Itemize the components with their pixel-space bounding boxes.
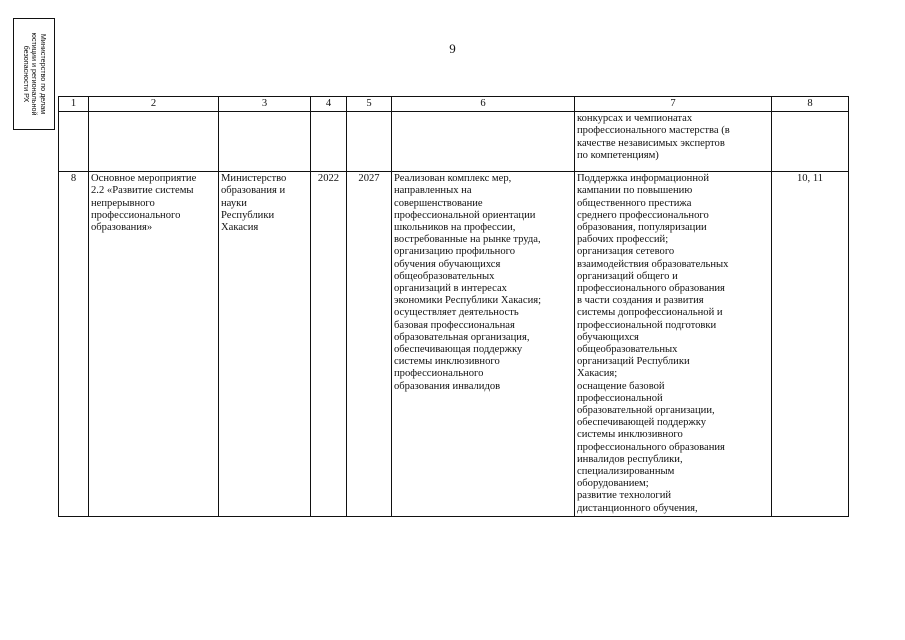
text-line: дистанционного обучения, [577, 502, 698, 514]
text-line: образования инвалидов [394, 380, 501, 392]
text-line: Реализован комплекс мер, [394, 173, 512, 185]
text-line: системы инклюзивного [394, 356, 500, 368]
text-line: профессионального мастерства (в [577, 125, 730, 137]
header-cell-2: 2 [89, 97, 219, 112]
text-line: профессионального [91, 209, 181, 221]
text-line: обучения обучающихся [394, 258, 501, 270]
text-line: инвалидов республики, [577, 453, 683, 465]
text-line: безопасности РХ [21, 45, 31, 103]
text-line: организаций Республики [577, 356, 690, 368]
text-line: непрерывного [91, 197, 155, 209]
table-row-8 [59, 172, 849, 517]
cont-cell-2 [89, 112, 219, 172]
text-line: профессионального образования [577, 283, 725, 295]
text-line: профессиональной подготовки [577, 319, 717, 331]
text-line: профессионального [394, 368, 484, 380]
text-line: обеспечивающей поддержку [577, 417, 707, 429]
end-year: 2027 [347, 172, 392, 517]
text-line: базовая профессиональная [394, 319, 515, 331]
text-line: Республики [221, 209, 275, 221]
text-line: организаций в интересах [394, 283, 507, 295]
text-line: Основное мероприятие [91, 173, 197, 185]
text-line: юстиции и региональной [30, 32, 40, 116]
text-line: осуществляет деятельность [394, 307, 519, 319]
registration-stamp [13, 18, 55, 130]
cont-cell-7-results [575, 112, 772, 172]
text-line: обучающихся [577, 331, 639, 343]
activity-name [89, 172, 219, 517]
text-line: кампании по повышению [577, 185, 693, 197]
text-line: Министерство [221, 173, 287, 185]
start-year: 2022 [311, 172, 347, 517]
text-line: системы инклюзивного [577, 429, 683, 441]
text-line: в части создания и развития [577, 295, 704, 307]
text-line: общеобразовательных [577, 344, 678, 356]
text-line: направленных на [394, 185, 472, 197]
text-line: Министерство по делам [38, 33, 48, 115]
cont-cell-4 [311, 112, 347, 172]
text-line: востребованные на рынке труда, [394, 234, 541, 246]
text-line: конкурсах и чемпионатах [577, 113, 693, 125]
text-line: профессионального образования [577, 441, 725, 453]
cont-cell-5 [347, 112, 392, 172]
text-line: науки [221, 197, 247, 209]
text-line: развитие технологий [577, 490, 672, 502]
cont-cell-6 [392, 112, 575, 172]
text-line: Хакасия [221, 222, 259, 234]
text-line: качестве независимых экспертов [577, 137, 725, 149]
text-line: 2.2 «Развитие системы [91, 185, 194, 197]
text-line: специализированным [577, 466, 675, 478]
expected-result [392, 172, 575, 517]
text-line: Поддержка информационной [577, 173, 709, 185]
related-indicators: 10, 11 [772, 172, 849, 517]
text-line: обеспечивающая поддержку [394, 344, 523, 356]
stamp-text [21, 18, 47, 130]
text-line: организацию профильного [394, 246, 516, 258]
header-cell-4: 4 [311, 97, 347, 112]
row-number: 8 [59, 172, 89, 517]
text-line: образовательной организации, [577, 405, 715, 417]
text-line: образовательная организация, [394, 331, 530, 343]
header-cell-7: 7 [575, 97, 772, 112]
program-table [58, 96, 849, 517]
text-line: экономики Республики Хакасия; [394, 295, 542, 307]
text-line: рабочих профессий; [577, 234, 669, 246]
main-directions [575, 172, 772, 517]
table-row-continuation [59, 112, 849, 172]
cont-cell-3 [219, 112, 311, 172]
text-line: Хакасия; [577, 368, 618, 380]
text-line: совершенствование [394, 197, 483, 209]
text-line: общеобразовательных [394, 270, 495, 282]
text-line: среднего профессионального [577, 209, 709, 221]
cont-cell-1 [59, 112, 89, 172]
table-header-row [59, 97, 849, 112]
text-line: по компетенциям) [577, 149, 659, 161]
header-cell-8: 8 [772, 97, 849, 112]
text-line: школьников на профессии, [394, 222, 516, 234]
header-cell-5: 5 [347, 97, 392, 112]
text-line: оборудованием; [577, 478, 649, 490]
header-cell-6: 6 [392, 97, 575, 112]
text-line: организация сетевого [577, 246, 675, 258]
text-line: образования, популяризации [577, 222, 707, 234]
cont-cell-8 [772, 112, 849, 172]
text-line: образования и [221, 185, 286, 197]
text-line: взаимодействия образовательных [577, 258, 729, 270]
text-line: организаций общего и [577, 270, 678, 282]
text-line: системы допрофессиональной и [577, 307, 723, 319]
text-line: общественного престижа [577, 197, 692, 209]
header-cell-3: 3 [219, 97, 311, 112]
responsible-executor [219, 172, 311, 517]
text-line: профессиональной ориентации [394, 209, 536, 221]
text-line: оснащение базовой [577, 380, 665, 392]
text-line: образования» [91, 222, 153, 234]
page-number: 9 [449, 41, 456, 56]
text-line: профессиональной [577, 392, 663, 404]
header-cell-1: 1 [59, 97, 89, 112]
